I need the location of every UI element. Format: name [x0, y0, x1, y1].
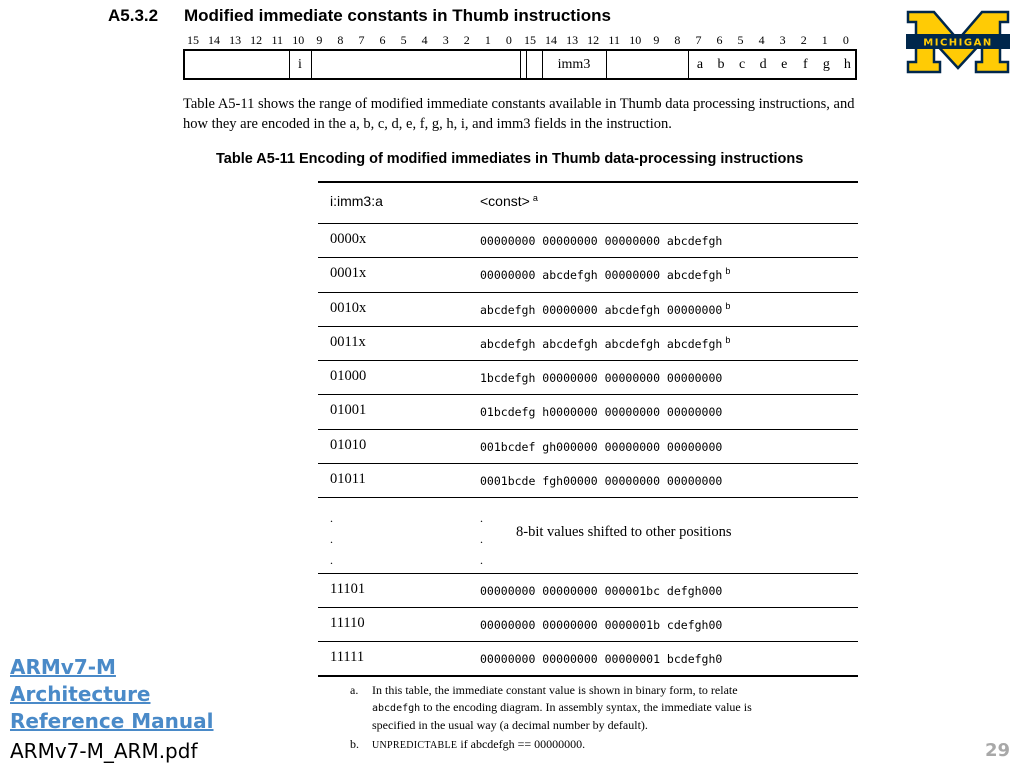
bit-number: 0 [505, 33, 512, 47]
table-caption: Table A5-11 Encoding of modified immediates in Thumb data-processing instructions [216, 151, 804, 167]
footnote-b-label: b. [350, 737, 359, 751]
footnote-a-code: abcdefgh [372, 703, 421, 714]
row-const: 1bcdefgh 00000000 00000000 00000000 [480, 371, 723, 385]
row-key: 01010 [330, 436, 367, 453]
bit-number: 15 [523, 33, 536, 47]
ellipsis-dot: . [330, 511, 333, 525]
field-letter-e: e [781, 57, 788, 72]
table-rule [318, 675, 858, 677]
bit-number: 8 [337, 33, 344, 47]
bit-number: 4 [421, 33, 428, 47]
row-const: 01bcdefg h0000000 00000000 00000000 [480, 405, 723, 420]
bit-number: 11 [271, 33, 284, 47]
row-const: 00000000 00000000 000001bc defgh000 [480, 584, 723, 598]
table-rule [318, 497, 858, 498]
bit-number: 5 [400, 33, 407, 47]
field-letter-f: f [802, 57, 808, 72]
ellipsis-dot: . [480, 511, 483, 525]
row-key: 01001 [330, 402, 367, 419]
page-number: 29 [984, 740, 1010, 761]
table-rule [318, 607, 858, 608]
michigan-logo-icon [906, 10, 1010, 74]
encoding-diagram [183, 49, 857, 80]
row-key: 01011 [330, 470, 366, 487]
bit-number: 3 [442, 33, 449, 47]
field-letter-g: g [822, 57, 830, 72]
section-title: Modified immediate constants in Thumb instructions [184, 6, 611, 25]
field-divider [311, 51, 312, 78]
bit-number: 11 [608, 33, 620, 47]
section-number: A5.3.2 [108, 6, 159, 25]
footnote-b-smallcaps: UNPREDICTABLE [372, 740, 458, 751]
bit-number: 4 [758, 33, 765, 47]
col-header-key: i:imm3:a [330, 193, 383, 209]
field-letter-h: h [843, 57, 851, 72]
field-divider [526, 51, 527, 78]
svg-text:MICHIGAN: MICHIGAN [923, 37, 993, 49]
bit-number: 0 [842, 33, 849, 47]
footnote-a-line1: In this table, the immediate constant value is shown in binary form, to relate [372, 683, 738, 697]
link-reference-manual[interactable]: Reference Manual [10, 709, 214, 733]
bit-number: 14 [208, 33, 221, 47]
field-divider [606, 51, 607, 78]
bit-number: 3 [779, 33, 786, 47]
field-i: i [298, 57, 302, 72]
footnote-ref: a [532, 193, 538, 203]
bit-number: 7 [358, 33, 365, 47]
bit-number: 1 [484, 33, 491, 47]
field-letter-d: d [759, 57, 767, 72]
row-key: 0010x [330, 299, 367, 316]
ellipsis-dot: . [330, 553, 333, 567]
row-const: 0001bcde fgh00000 00000000 00000000 [480, 473, 723, 488]
bit-number: 8 [674, 33, 681, 47]
table-rule [318, 292, 858, 293]
footnote-ref: b [725, 334, 731, 345]
footnote-a-label: a. [350, 683, 359, 697]
bit-number: 2 [463, 33, 470, 47]
footnote-a-line2 [372, 699, 822, 717]
bit-number: 6 [716, 33, 723, 47]
table-rule [318, 223, 858, 224]
bit-number: 5 [737, 33, 744, 47]
row-const: 00000000 00000000 00000001 bcdefgh0 [480, 652, 723, 666]
table-rule [318, 573, 858, 574]
footnote-b [350, 736, 820, 754]
footnote-a [350, 682, 820, 734]
bit-number: 12 [587, 33, 600, 47]
bit-number: 15 [187, 33, 199, 47]
footnote-b-rest: if abcdefgh == 00000000. [457, 737, 586, 751]
ellipsis-dot: . [330, 532, 333, 546]
bit-number: 1 [821, 33, 828, 47]
bit-number: 6 [379, 33, 386, 47]
ellipsis-dot: . [480, 553, 483, 567]
footnote-ref: b [725, 266, 731, 277]
row-const: abcdefgh 00000000 abcdefgh 00000000 $^b$ [480, 300, 731, 317]
footnote-a-rest: to the encoding diagram. In assembly syntax, the immediate value is [420, 700, 752, 714]
link-architecture[interactable]: Architecture [10, 682, 151, 706]
field-imm3: imm3 [557, 57, 591, 72]
footnote-a-line3: specified in the usual way (a decimal number by default). [372, 718, 648, 732]
field-divider [520, 51, 521, 78]
table-rule [318, 257, 858, 258]
row-key: 11101 [330, 581, 366, 597]
col-header-const: <const> $^a$ [480, 193, 538, 209]
bit-number: 13 [229, 33, 242, 47]
row-const: abcdefgh abcdefgh abcdefgh abcdefgh $^b$ [480, 334, 731, 351]
bit-number: 2 [800, 33, 807, 47]
field-divider [688, 51, 689, 78]
bit-number: 9 [653, 33, 660, 47]
bit-number: 10 [292, 33, 305, 47]
row-key: 0000x [330, 231, 367, 247]
row-const: 00000000 00000000 00000000 abcdefgh [480, 234, 723, 248]
filename: ARMv7-M_ARM.pdf [10, 739, 198, 763]
bit-number: 10 [629, 33, 642, 47]
bit-number: 9 [316, 33, 323, 47]
row-const: 00000000 00000000 0000001b cdefgh00 [480, 618, 723, 632]
row-key: 11111 [330, 649, 365, 665]
table-rule [318, 429, 858, 430]
table-rule [318, 326, 858, 327]
row-const: 001bcdef gh000000 00000000 00000000 [480, 439, 723, 454]
footnote-ref: b [725, 300, 731, 311]
table-rule [318, 394, 858, 395]
table-rule [318, 463, 858, 464]
table-rule [318, 181, 858, 183]
bit-number: 7 [695, 33, 702, 47]
field-letter-a: a [696, 57, 704, 72]
bit-numbers-halfword1 [0, 33, 1024, 47]
link-armv7m[interactable]: ARMv7-M [10, 655, 116, 679]
row-key: 0001x [330, 265, 367, 282]
ellipsis-text: 8-bit values shifted to other positions [516, 524, 732, 540]
row-const: 00000000 abcdefgh 00000000 abcdefgh $^b$ [480, 266, 731, 283]
description-paragraph: Table A5-11 shows the range of modified immediate constants available in Thumb data processing instructions, and how they are encoded in the a, b, c, d, e, f, g, h, i, and imm3 fields in the instruction. [183, 96, 855, 132]
row-key: 01000 [330, 368, 367, 384]
bit-number: 12 [250, 33, 263, 47]
bit-number: 14 [545, 33, 558, 47]
row-key: 0011x [330, 333, 366, 350]
ellipsis-dot: . [480, 532, 483, 546]
table-rule [318, 360, 858, 361]
bit-number: 13 [566, 33, 579, 47]
table-rule [318, 641, 858, 642]
field-letter-b: b [717, 57, 725, 72]
field-letter-c: c [739, 57, 746, 72]
row-key: 11110 [330, 615, 365, 631]
